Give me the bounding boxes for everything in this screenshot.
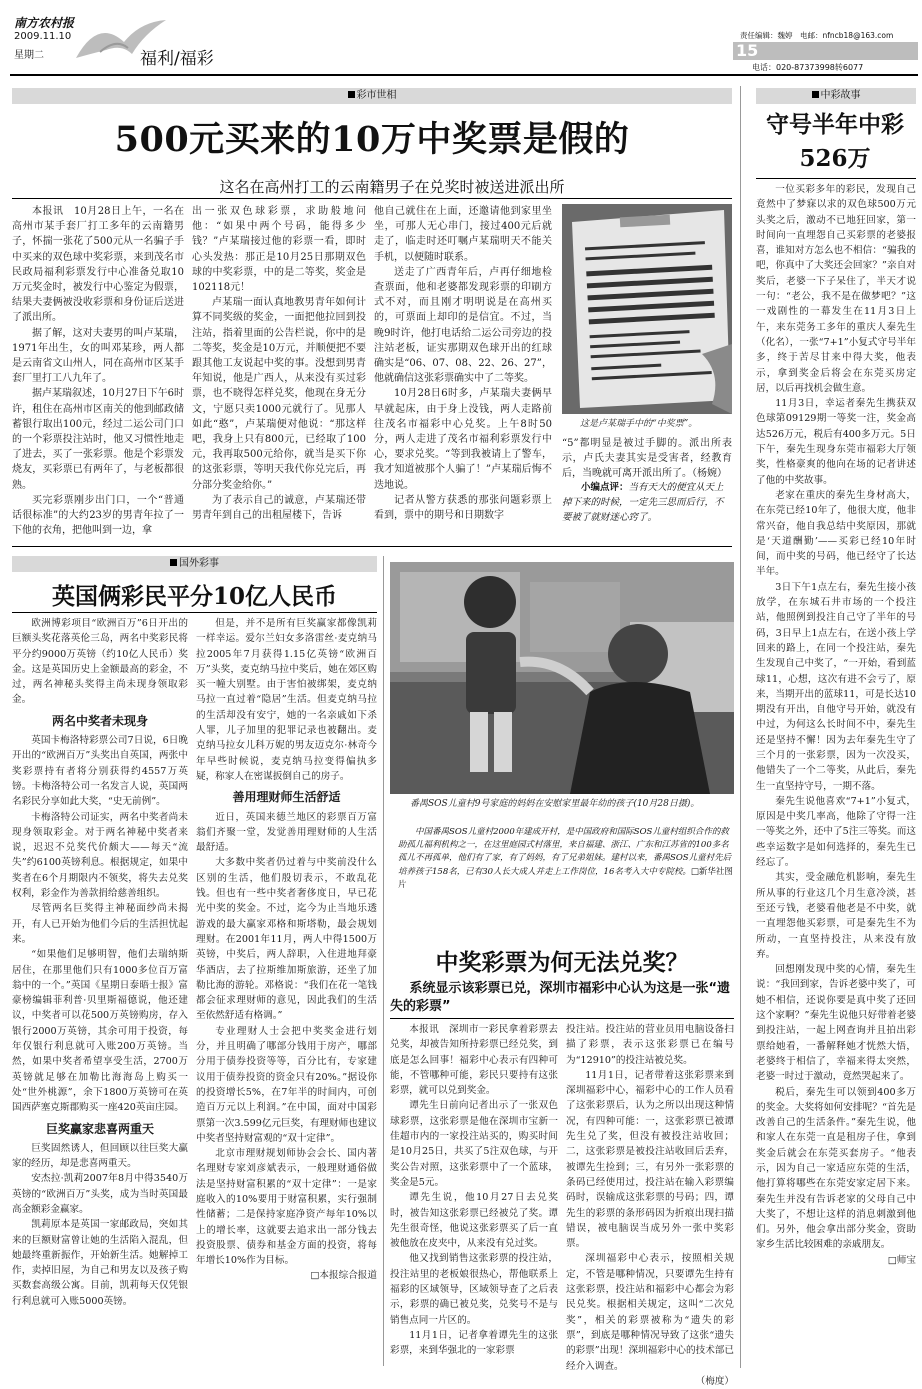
- paragraph: 11月3日，幸运者秦先生携获双色球第09129期一等奖一注，奖金高达526万元，税后有400多万元。5日下午，秦先生现身东莞市福彩大厅领奖，性格豪爽的他向在场的记者讲述了他的中奖故事。: [756, 398, 916, 486]
- paragraph: 税后，秦先生可以领到400多万的奖金。大奖将如何安排呢？“首先是改善自己的生活条件。”秦先生说，他和家人在东莞一直是租房子住，拿到奖金后就会在东莞买套房子。“他表示，因为自己一家适应东莞的生活，他打算将哪些在东莞安家定居下来。秦先生并没有告诉老家的父母自己中大奖了，不想让这样的消息刺激到他们。另外，他会拿出部分奖金，资助家乡生活比较困难的亲戚朋友。: [756, 1086, 916, 1251]
- paper-name: 南方农村报: [14, 16, 75, 30]
- subhead-rule: [12, 198, 732, 199]
- paragraph: 英国卡梅洛特彩票公司7日说，6日晚开出的“欧洲百万”头奖出自英国，两张中奖彩票持有者将分别获得约4557万英镑。卡梅洛特公司一名发言人说，英国两名彩民分享如此大奖，“史无前例”。: [12, 735, 188, 808]
- paragraph: 11月1日，记者拿着谭先生的这张彩票，来到华强北的一家彩票: [390, 1329, 558, 1357]
- paragraph: 11月1日，记者带着这张彩票来到深圳福彩中心，福彩中心的工作人员看了这张彩票后，认为之所以出现这种情况，有四种可能：一，这张彩票已被谭先生兑了奖，但没有被投注站收回；二，这张彩票是被投注站收回后丢弃，被谭先生捡到；三，有另外一张彩票的条码已经使用过，投注站在输入彩票编码时，误输成这张彩票的号码；四，谭先生的彩票的条形码因为折痕出现扫描错误，被电脑误当成另外一张中奖彩票。: [566, 1069, 734, 1250]
- editor-line: 责任编辑：魏婷 电邮：nfncb18@163.com: [740, 31, 894, 40]
- paragraph: 据卢某瑞叙述，10月27日下午6时许，租住在高州市区南关的他到邮政储蓄银行取出100元，经过二运公司门口的一个彩票投注站时，他又习惯性地走了进去，买了一张彩票。他是个彩票发烧友，买彩票已有两年了，与老板都很熟。: [12, 388, 184, 491]
- section-title: 福利/福彩: [140, 49, 214, 69]
- paragraph: 本报讯 深圳市一彩民拿着彩票去兑奖，却被告知所持彩票已经兑奖，到底是怎么回事！福彩中心表示有四种可能，不管哪种可能，彩民只要持有这张彩票，就可以兑到奖金。: [390, 1024, 558, 1097]
- bottom-credit: （梅度）: [695, 1375, 734, 1387]
- paragraph: 出一张双色球彩票，求助般地问他：“如果中两个号码，能得多少钱？”卢某瑞接过他的彩票一看，即时心头发热：那正是10月25日那期双色球的中奖彩票，中的是二等奖，奖金是102118元！: [192, 206, 366, 294]
- paragraph: 北京市理财规划师协会会长、国内著名理财专家刘彦斌表示，一般理财通俗做法是坚持财富积累的“双十定律”：一是家庭收入的10%要用于财富积累，实行强制性储蓄；二是保持家庭净资产每年10%以上的增长率，这就要去追求出一部分钱去投资股票、债券和基金方面的投资，将每年增长10%作为目标。: [196, 1148, 377, 1267]
- paragraph: 谭先生日前向记者出示了一张双色球彩票，这张彩票是他在深圳市宝新一佳超市内的一家投注站买的，购买时间是10月25日，共买了5注双色球，与开奖公告对照，这张彩票中了一个蓝球，奖金是5元。: [390, 1100, 558, 1188]
- masthead: [0, 0, 922, 82]
- paragraph: 但是，并不是所有巨奖赢家都像凯莉一样幸运。爱尔兰妇女多洛雷丝·麦克纳马拉2005年7月获得1.15亿英镑“欧洲百万”头奖，麦克纳马拉中奖后，她在郊区购买一幢大别墅。由于害怕被绑架，麦克纳马拉一直过着“隐居”生活。但麦克纳马拉的生活却没有安宁，她的一名亲戚如下杀人罪，儿子加里的犯罪记录也被翻出。麦克纳马拉女儿科万妮的男友迈克尔·林奇今年早些时候说，麦克纳马拉变得偏执多疑，称家人在密谋扳倒自己的房子。: [196, 618, 377, 782]
- paragraph: 本报讯 10月28日上午，一名在高州市某手套厂打工多年的云南籍男子，怀揣一张花了500元从一名骗子手中买来的双色球中奖彩票，来到茂名市民政局福利彩票发行中心准备兑取10万元奖金时，被发行中心鉴定为假票，结果夫妻俩被没收彩票和身份证后送进了派出所。: [12, 206, 184, 324]
- bottom-subhead: 系统显示该彩票已兑，深圳市福彩中心认为这是一张“遗失的彩票”: [390, 981, 731, 1014]
- sos-photo-description: [398, 826, 734, 892]
- paragraph: 为了表示自己的诚意，卢某瑞还带男青年到自己的出租屋楼下，告诉: [192, 494, 366, 522]
- masthead-rule: [10, 74, 918, 76]
- paragraph: “如果他们足够明智，他们去瑞纳斯居住，在那里他们只有1000多位百万富翁中的一个。”英国《星期日泰晤士报》富豪榜编辑菲利普·贝里斯福德说，他还建议，中奖者可以花500万英镑购房，存入银行2000万英镑，其余可用于投资，每年仅银行利息就可入账200万英镑。当然，如果中奖者希望享受生活，2700万英镑就足够在加勒比海海岛上购买一处“世外桃源”，余下1800万英镑可在英国西萨塞克斯郡购买一座420英亩庄园。: [12, 949, 188, 1114]
- main-headline: 500元买来的10万中奖票是假的: [114, 119, 630, 160]
- sos-village-photo: [390, 562, 734, 794]
- square-bullet-icon: [348, 91, 355, 98]
- square-bullet-icon: [812, 91, 819, 98]
- mother-child-image: [390, 562, 734, 794]
- uk-column-1: [12, 616, 188, 1366]
- paragraph: 巨奖固然诱人，但回顾以往巨奖大赢家的经历，却是悲喜两重天。: [12, 1142, 188, 1170]
- paragraph: 3日下午1点左右，秦先生接小孩放学，在东城石井市场的一个投注站，他照例到投注自己守了半年的号码，3日早上1点左右，在送小孩上学回来的路上，在同一个投注站，秦先生发现自己中奖了，“一开始，看到蓝球11，心想，这次有进不会亏了，原来，当期开出的蓝球11，可是长达10期没有开出，自他守号开始，就没有中过，为何这么长时间不中，秦先生还是坚持不懈！因为去年秦先生守了三个月的一张彩票，因为一次没买，他错失了一个二等奖，从此后，秦先生一直坚持守号，一期不落。: [756, 581, 916, 792]
- main-section-bar: [12, 88, 732, 104]
- editor-note-text: 当有天大的便宜从天上掉下来的时候，一定先三思而后行，不要被了就财迷心窍了。: [562, 482, 724, 523]
- bottom-column-1: [390, 1022, 558, 1366]
- side-section-bar: [756, 88, 916, 104]
- editor-note: [562, 480, 732, 540]
- paragraph: 老家在重庆的秦先生身材高大，在东莞已经10年了，他很大度，他非常兴奋，他自我总结中奖原因，那就是‘天道酬勤’——买彩已经10年时间，而中奖的号码，他已经守了长达半年。: [756, 489, 916, 578]
- paragraph: 近日，英国来德兰地区的彩票百万富翁们齐聚一堂，发觉善用理财师的人生活最舒适。: [196, 811, 377, 854]
- uk-section-bar: [12, 556, 377, 572]
- paragraph: 投注站。投注站的营业员用电脑设备扫描了彩票，表示这张彩票已在编号为“12910”的投注站被兑奖。: [566, 1024, 734, 1066]
- paragraph: 10月28日6时多，卢某瑞夫妻俩早早就起床，由于身上没钱，两人走路前往茂名市福彩中心兑奖。上午8时50分，两人走进了茂名市福利彩票发行中心，要求兑奖。“等到我被请上了警车，我才知道被那个人骗了！”卢某瑞后悔不迭地说。: [374, 388, 552, 491]
- page-number: 15: [736, 41, 759, 60]
- sos-description-text: 中国番禺SOS儿童村2000年建成开村，是中国政府和国际SOS儿童村组织合作的救助孤儿福利机构之一，在这里庭园式村落里，来自福建、浙江、广东和江苏省的100多名孤儿不再孤单，他们有了家，有了妈妈，有了兄弟姐妹。建村以来，番禺SOS儿童村先后培养孩子158名，已有30人长大成人并走上工作岗位，16名考入大中专院校。: [398, 827, 732, 877]
- uk-headline: 英国俩彩民平分10亿人民币: [51, 583, 337, 610]
- paragraph: 买完彩票刚步出门口，一个“普通话很标准”的大约23岁的男青年拉了一下他的衣角，把他叫到一边，拿: [12, 494, 184, 537]
- paragraph: 谭先生说，他10月27日去兑奖时，被告知这张彩票已经被兑了奖。谭先生很奇怪，他说这张彩票买了后一直被他放在皮夹中，从来没有兑过奖。: [390, 1192, 558, 1250]
- uk-right-rule: [383, 556, 384, 1366]
- lottery-ticket-image: [562, 204, 732, 414]
- side-credit: □师宝: [887, 1254, 916, 1266]
- uk-subheading-3: 善用理财师生活舒适: [232, 790, 341, 805]
- uk-column-2: [196, 616, 377, 1366]
- paragraph: 回想刚发现中奖的心情，秦先生说：“我回到家，告诉老婆中奖了，可她不相信，还说你要是真中奖了还回这个家啊？”秦先生说他只好带着老婆到投注站，一起上网查询并且拍出彩票给她看，一番解释她才恍然大悟，老婆终于相信了，幸福来得太突然，老婆一时过于激动，竟然哭起来了。: [756, 964, 916, 1083]
- bottom-subhead-rule: [390, 1018, 734, 1019]
- lottery-ticket-photo: [562, 204, 732, 414]
- uk-subheading-2: 巨奖赢家悲喜两重天: [45, 1121, 154, 1136]
- paragraph: 凯莉原本是英国一家邮政局，突如其来的巨额财富曾让她的生活陷入混乱，但她最终重新振作，开始新生活。她解掉工作，卖掉旧屋，为自己和男友以及孩子购买数套高级公寓。目前，凯莉每天仅凭银行利息就可入账5000英镑。: [12, 1219, 188, 1307]
- bottom-headline: 中奖彩票为何无法兑奖？: [435, 949, 689, 976]
- uk-section-label: 国外彩事: [179, 558, 219, 569]
- paragraph: “5”都明显是被过手脚的。派出所表示，卢氏夫妻其实是受害者，经教育后，当晚就可离开派出所了。（杨婉）: [562, 438, 732, 480]
- main-column-3: [374, 204, 552, 542]
- side-section-label: 中彩故事: [820, 90, 861, 101]
- main-section-label: 彩市世相: [356, 90, 397, 101]
- editor-note-label: 小编点评：: [581, 482, 629, 493]
- issue-weekday: 星期二: [14, 50, 44, 61]
- paragraph: 深圳福彩中心表示，按照相关规定，不管是哪种情况，只要谭先生持有这张彩票，投注站和福彩中心都会为彩民兑奖。根据相关规定，这叫“二次兑奖”，相关的彩票被称为“遗失的彩票”，到底是哪种情况导致了这张“遗失的彩票”出现！深圳福彩中心的技术部已经介入调查。: [566, 1253, 734, 1372]
- main-column-2: [192, 204, 366, 542]
- paragraph: 卡梅洛特公司证实，两名中奖者尚未现身领取彩金。对于两名神秘中奖者来说，迟迟不兑奖代价颇大——每天“流失”约6100英镑利息。根据规定，如果中奖者在6个月期限内不领奖，将失去兑奖权利，彩金作为善款捐给慈善组织。: [12, 811, 188, 900]
- paragraph: 专业理财人士会把中奖奖金进行划分，并且明确了哪部分钱用于房产，哪部分用于债券投资等等，百分比有，专家建议用于债券投资的资金只有20%。”据设你的投资增长5%，在7年半的时间内，可创造百万元以上利润。”在中国，面对中国彩票第一次3.599亿元巨奖，有理财师也建议中奖者坚持财富观的“双十定律”。: [196, 1025, 377, 1144]
- paragraph: 送走了广西青年后，卢再仔细地检查票面，他和老婆都发现彩票的印刷方式不对，而且刚才明明说是在高州买的，可票面上却印的是信宜。不过，当晚9时许，他打电话给二运公司旁边的投注站老板，证实那期双色球开出的红球确实是“06、07、08、22、26、27”，他就确信这张彩票确实中了二等奖。: [374, 266, 552, 385]
- paragraph: 秦先生说他喜欢“7+1”小复式，原因是中奖几率高，他除了守得一注一等奖之外，还中了5注三等奖。而这些幸运数字是如何选择的，秦先生已经忘了。: [756, 795, 916, 869]
- paragraph: 记者从警方获悉的那张问题彩票上看到，票中的期号和日期数字: [374, 494, 552, 522]
- page-number-box: [733, 42, 918, 60]
- paragraph: 其实，受金融危机影响，秦先生所从事的行业这几个月生意冷淡，甚至还亏钱，老婆看他老是不中奖，就一直埋怨他买彩票，可是秦先生不为所动，一直坚持投注，从来没有放弃。: [756, 872, 916, 960]
- paragraph: 欧洲博彩项目“欧洲百万”6日开出的巨额头奖花落英伦三岛，两名中奖彩民将平分约9000万英镑（约10亿人民币）奖金。这是英国历史上金额最高的彩金，不过，两名神秘头奖得主尚未现身领取彩金。: [12, 618, 188, 706]
- paragraph: 他自己就住在上面，还邀请他到家里坐坐，可那人无心串门，接过400元后就走了，临走时还叮嘱卢某瑞明天不能关手机，以便随时联系。: [374, 206, 552, 263]
- uk-headline-rule: [12, 612, 377, 613]
- main-subhead: 这名在高州打工的云南籍男子在兑奖时被送进派出所: [219, 178, 565, 196]
- ticket-photo-caption: 这是卢某瑞手中的“中奖票”。: [580, 419, 698, 429]
- issue-date: 2009.11.10: [14, 31, 72, 42]
- main-column-1: [12, 204, 184, 542]
- bottom-column-2: [566, 1022, 734, 1387]
- sos-photo-caption: 番禺SOS儿童村9号家庭的妈妈在安慰家里最年幼的孩子(10月28日摄)。: [410, 799, 700, 809]
- paragraph: 尽管两名巨奖得主神秘面纱尚未揭开，有人已开始为他们今后的生活担忧起来。: [12, 903, 188, 945]
- side-divider-rule: [740, 86, 741, 1368]
- uk-credit: □本报综合报道: [310, 1270, 377, 1282]
- side-headline-rule: [756, 178, 916, 179]
- square-bullet-icon: [170, 559, 177, 566]
- sos-photo-credit: □新华社图片: [398, 866, 733, 890]
- main-column-4: [562, 436, 732, 480]
- paragraph: 他又找到销售这张彩票的投注站，投注站里的老板娘很热心，帮他联系上福彩的区域领导，区域领导查了之后表示，彩票的确已被兑奖，兑奖号不是与销售点同一片区的。: [390, 1253, 558, 1326]
- side-headline: 守号半年中彩526万: [766, 111, 904, 172]
- side-column: [756, 182, 916, 1362]
- main-bottom-rule: [12, 546, 732, 547]
- uk-subheading-1: 两名中奖者未现身: [51, 713, 148, 728]
- paragraph: 卢某瑞一面认真地教男青年如何计算不同奖级的奖金，一面把他拉回到投注站，指着里面的公告栏说，你中的是二等奖，奖金是10万元，并顺便把不要跟其他工友说起中奖的事。没想到男青年知说，他是广西人，从来没有买过彩票，也不晓得怎样兑奖，他现在身无分文，宁愿只卖1000元就行了。见那人如此“憨”，卢某瑞便对他说：“那这样吧，我身上只有800元，已经取了100元，我再取500元给你，就当是买下你的这张彩票，等明天我代你兑完后，再分部分奖金给你。”: [192, 297, 366, 491]
- paragraph: 大多数中奖者仍过着与中奖前没什么区别的生活，他们殷切表示，不敢乱花钱。但也有一些中奖者奢侈度日，早已花光中奖的奖金。不过，迄今为止当地乐透游戏的最大赢家邓格和斯塔勒，最会规划理财。在2001年11月，两人中得1500万英镑，中奖后，两人辞职，入住进地拜豪华酒店，去了拉斯维加斯旅游，还坐了加勒比海的游轮。邓格说：“我们在花一笔钱都会征求理财师的意见，因此我们的生活至依然舒适有格调。”: [196, 857, 377, 1022]
- paragraph: 安杰拉·凯莉2007年8月中得3540万英镑的“欧洲百万”头奖，成为当时英国最高金额彩金赢家。: [12, 1173, 188, 1215]
- paragraph: 据了解，这对夫妻男的叫卢某瑞，1971年出生，女的叫邓某珍，两人都是云南省文山州人，同在高州市区某手套厂里打工八九年了。: [12, 327, 184, 385]
- paragraph: 一位买彩多年的彩民，发现自己竟然中了梦寐以求的双色球500万元头奖之后，激动不已地狂回家，第一时间向一直埋怨自己买彩票的老婆报喜，谁知对方怎么也不相信：“骗我的吧，你真中了大奖还会回家？”亲自对奖后，老婆一下子呆住了，半天才说一句：“老公，我不是在做梦吧？”这一戏剧性的一幕发生在11月3日上午，来东莞务工多年的重庆人秦先生（化名），一张“7+1”小复式守号半年多，终于苦尽甘来中得大奖，他表示，拿到奖金后将会在东莞买房定居，以后再找机会做生意。: [756, 184, 916, 394]
- phone-line: 电话：020-87373998转6077: [752, 63, 864, 72]
